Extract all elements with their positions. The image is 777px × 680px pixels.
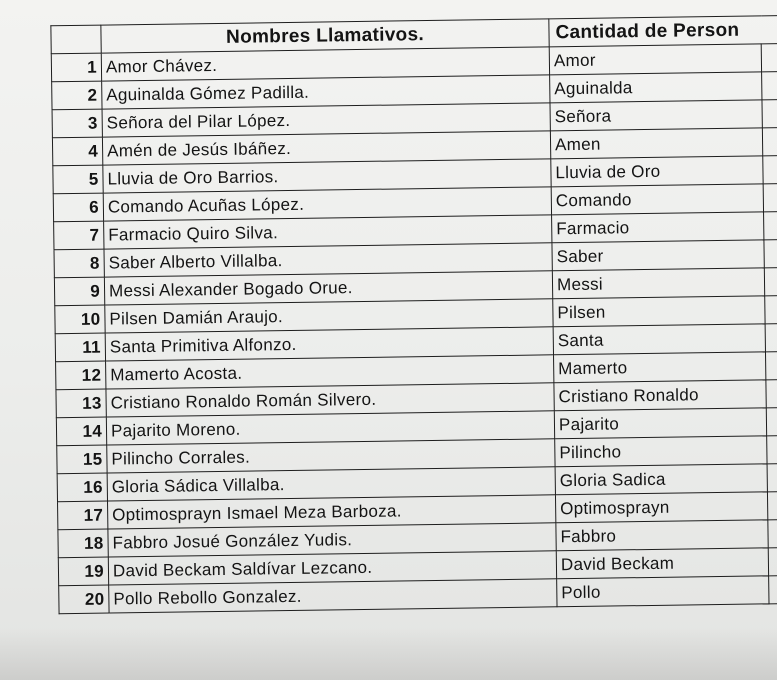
row-nombre: Messi Alexander Bogado Orue.	[104, 271, 552, 305]
row-cantidad: Pollo	[557, 576, 769, 607]
row-number: 6	[53, 193, 103, 222]
row-nombre: Farmacio Quiro Silva.	[104, 215, 552, 249]
row-cantidad: Gloria Sadica	[555, 464, 767, 495]
row-cantidad: Pilincho	[555, 436, 767, 467]
row-number: 19	[58, 557, 108, 586]
row-number: 4	[52, 137, 102, 166]
row-nombre: Comando Acuñas López.	[103, 187, 551, 221]
row-number: 5	[53, 165, 103, 194]
row-extra	[762, 71, 777, 100]
row-cantidad: Cristiano Ronaldo	[554, 380, 766, 411]
row-extra	[768, 519, 777, 548]
row-number: 7	[54, 221, 104, 250]
header-number	[51, 25, 101, 54]
row-extra	[764, 211, 777, 240]
row-extra	[765, 323, 777, 352]
row-nombre: Aguinalda Gómez Padilla.	[102, 75, 550, 109]
row-number: 15	[57, 445, 107, 474]
row-cantidad: Santa	[553, 324, 765, 355]
row-nombre: Pajarito Moreno.	[106, 411, 554, 445]
table-body	[51, 43, 777, 614]
row-cantidad: Messi	[552, 268, 764, 299]
row-number: 8	[54, 249, 104, 278]
row-extra	[763, 183, 777, 212]
row-nombre: Pilincho Corrales.	[107, 439, 555, 473]
row-number: 14	[56, 417, 106, 446]
row-number: 18	[58, 529, 108, 558]
row-extra	[766, 407, 777, 436]
row-nombre: Fabbro Josué González Yudis.	[108, 523, 556, 557]
row-number: 1	[51, 53, 101, 82]
row-nombre: Mamerto Acosta.	[106, 355, 554, 389]
row-cantidad: Optimosprayn	[555, 492, 767, 523]
row-number: 20	[59, 585, 109, 614]
row-nombre: Optimosprayn Ismael Meza Barboza.	[108, 495, 556, 529]
row-extra	[762, 127, 777, 156]
row-cantidad: Señora	[550, 100, 762, 131]
row-extra	[766, 379, 777, 408]
row-nombre: Amor Chávez.	[101, 47, 549, 81]
row-nombre: Lluvia de Oro Barrios.	[103, 159, 551, 193]
row-nombre: Saber Alberto Villalba.	[104, 243, 552, 277]
row-cantidad: Farmacio	[552, 212, 764, 243]
row-cantidad: David Beckam	[556, 548, 768, 579]
row-number: 10	[55, 305, 105, 334]
row-extra	[767, 435, 777, 464]
row-extra	[768, 547, 777, 576]
bottom-shadow	[0, 628, 777, 680]
row-number: 16	[57, 473, 107, 502]
header-nombres: Nombres Llamativos.	[101, 19, 549, 53]
row-nombre: Gloria Sádica Villalba.	[107, 467, 555, 501]
row-number: 11	[55, 333, 105, 362]
row-extra	[761, 43, 777, 72]
row-extra	[764, 239, 777, 268]
row-extra	[767, 463, 777, 492]
row-number: 17	[58, 501, 108, 530]
row-cantidad: Pajarito	[554, 408, 766, 439]
row-extra	[762, 99, 777, 128]
row-extra	[767, 491, 777, 520]
row-cantidad: Aguinalda	[550, 72, 762, 103]
row-cantidad: Saber	[552, 240, 764, 271]
row-extra	[765, 351, 777, 380]
row-number: 3	[52, 109, 102, 138]
header-cantidad: Cantidad de Person	[549, 15, 777, 47]
row-cantidad: Mamerto	[554, 352, 766, 383]
row-number: 9	[54, 277, 104, 306]
row-nombre: Amén de Jesús Ibáñez.	[102, 131, 550, 165]
row-cantidad: Lluvia de Oro	[551, 156, 763, 187]
names-table	[50, 15, 777, 615]
row-nombre: Cristiano Ronaldo Román Silvero.	[106, 383, 554, 417]
row-number: 2	[52, 81, 102, 110]
row-extra	[763, 155, 777, 184]
row-cantidad: Fabbro	[556, 520, 768, 551]
row-nombre: Pollo Rebollo Gonzalez.	[109, 579, 557, 613]
row-extra	[764, 267, 777, 296]
row-extra	[769, 575, 777, 604]
row-cantidad: Amen	[550, 128, 762, 159]
row-nombre: Santa Primitiva Alfonzo.	[105, 327, 553, 361]
row-cantidad: Comando	[551, 184, 763, 215]
row-cantidad: Pilsen	[553, 296, 765, 327]
row-number: 13	[56, 389, 106, 418]
row-number: 12	[56, 361, 106, 390]
row-nombre: Pilsen Damián Araujo.	[105, 299, 553, 333]
row-cantidad: Amor	[549, 44, 761, 75]
row-extra	[765, 295, 777, 324]
row-nombre: Señora del Pilar López.	[102, 103, 550, 137]
row-nombre: David Beckam Saldívar Lezcano.	[108, 551, 556, 585]
